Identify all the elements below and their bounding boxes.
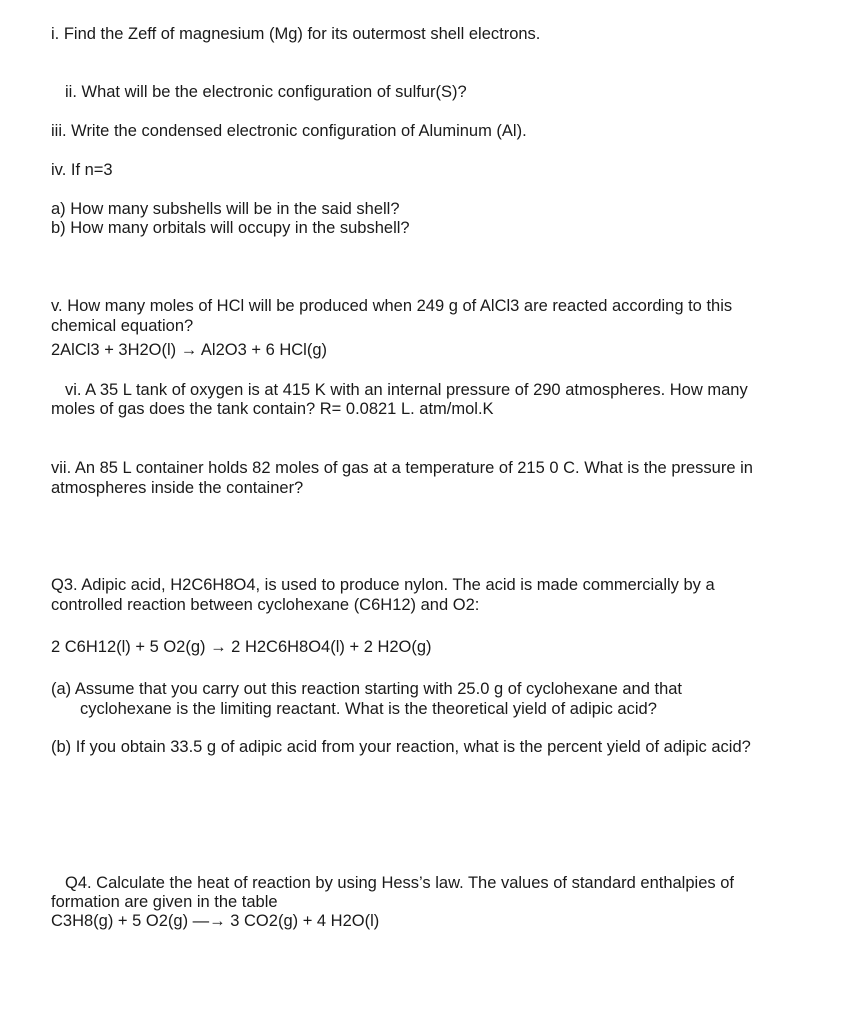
question-ii: ii. What will be the electronic configuration of sulfur(S)? (65, 83, 467, 101)
question-vi-line2: moles of gas does the tank contain? R= 0.0821 L. atm/mol.K (51, 400, 494, 418)
question-i: i. Find the Zeff of magnesium (Mg) for its outermost shell electrons. (51, 25, 541, 43)
question-v-equation: 2AlCl3 + 3H2O(l) → Al2O3 + 6 HCl(g) (51, 341, 328, 359)
question-vii-line1: vii. An 85 L container holds 82 moles of gas at a temperature of 215 0 C. What is the pressure in (51, 459, 753, 477)
question-iii: iii. Write the condensed electronic configuration of Aluminum (Al). (51, 122, 527, 140)
question-v-line2: chemical equation? (51, 317, 194, 335)
q3-part-b: (b) If you obtain 33.5 g of adipic acid from your reaction, what is the percent yield of adipic acid? (51, 738, 751, 756)
q4-equation: C3H8(g) + 5 O2(g) —→ 3 CO2(g) + 4 H2O(l) (51, 912, 380, 930)
question-v-line1: v. How many moles of HCl will be produced when 249 g of AlCl3 are reacted according to this (51, 297, 733, 315)
question-iv-a: a) How many subshells will be in the said shell? (51, 200, 400, 218)
q4-line1: Q4. Calculate the heat of reaction by using Hess’s law. The values of standard enthalpies of (65, 874, 734, 892)
question-vii-line2: atmospheres inside the container? (51, 479, 304, 497)
q3-part-a-line2: cyclohexane is the limiting reactant. What is the theoretical yield of adipic acid? (80, 700, 657, 718)
q3-part-a-line1: (a) Assume that you carry out this reaction starting with 25.0 g of cyclohexane and that (51, 680, 683, 698)
question-vi-line1: vi. A 35 L tank of oxygen is at 415 K with an internal pressure of 290 atmospheres. How many (65, 381, 748, 399)
q4-line2: formation are given in the table (51, 893, 278, 911)
q3-line1: Q3. Adipic acid, H2C6H8O4, is used to produce nylon. The acid is made commercially by a (51, 576, 715, 594)
question-iv-b: b) How many orbitals will occupy in the subshell? (51, 219, 410, 237)
question-iv: iv. If n=3 (51, 161, 113, 179)
q3-equation: 2 C6H12(l) + 5 O2(g) → 2 H2C6H8O4(l) + 2 H2O(g) (51, 638, 432, 656)
q3-line2: controlled reaction between cyclohexane (C6H12) and O2: (51, 596, 480, 614)
